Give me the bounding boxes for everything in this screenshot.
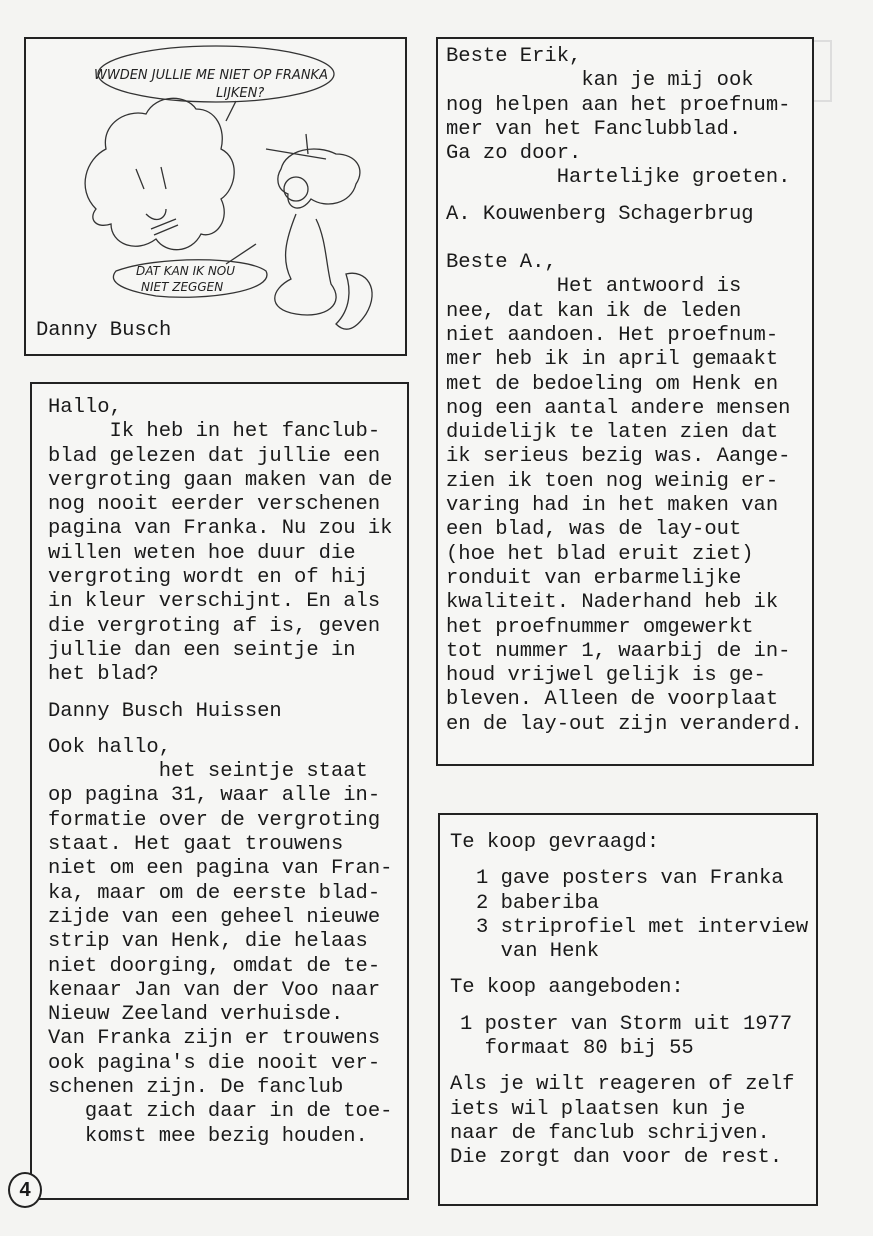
- page-number-circle: [8, 1172, 42, 1208]
- text-line: het blad?: [48, 663, 159, 687]
- text-line: pagina van Franka. Nu zou ik: [48, 517, 393, 541]
- wanted-heading: Te koop gevraagd:: [450, 831, 660, 854]
- text-line: een blad, was de lay-out: [446, 518, 742, 542]
- text-line: van Henk: [476, 940, 600, 964]
- letter-signature: Danny Busch Huissen: [48, 699, 282, 723]
- text-line: duidelijk te laten zien dat: [446, 421, 779, 445]
- text-line: die vergroting af is, geven: [48, 614, 381, 638]
- text-line: staat. Het gaat trouwens: [48, 833, 344, 857]
- text-line: in kleur verschijnt. En als: [48, 590, 381, 614]
- letter-box-right: [436, 37, 814, 766]
- woman-face: [136, 167, 178, 235]
- text-line: iets wil plaatsen kun je: [450, 1097, 746, 1121]
- text-line: jullie dan een seintje in: [48, 638, 356, 662]
- text-line: kenaar Jan van der Voo naar: [48, 978, 381, 1002]
- classifieds-footer: [450, 1073, 816, 1170]
- text-line: ka, maar om de eerste blad-: [48, 881, 381, 905]
- text-line: op pagina 31, waar alle in-: [48, 784, 381, 808]
- text-line: niet aandoen. Het proefnum-: [446, 323, 779, 347]
- text-line: Ga zo door.: [446, 142, 582, 166]
- speech-text-top-1: WWDEN JULLIE ME NIET OP FRANKA: [94, 68, 328, 83]
- text-line: Van Franka zijn er trouwens: [48, 1027, 381, 1051]
- text-line: mer heb ik in april gemaakt: [446, 348, 779, 372]
- text-line: nog nooit eerder verschenen: [48, 493, 381, 517]
- text-line: houd vrijwel gelijk is ge-: [446, 664, 766, 688]
- text-line: blad gelezen dat jullie een: [48, 444, 381, 468]
- text-line: 1 poster van Storm uit 1977: [460, 1012, 793, 1036]
- text-line: het proefnummer omgewerkt: [446, 615, 754, 639]
- cartoon-caption: Danny Busch: [36, 319, 172, 342]
- cartoon-drawing: [26, 39, 404, 353]
- letter-signature: A. Kouwenberg Schagerbrug: [446, 202, 754, 226]
- text-line: Als je wilt reageren of zelf: [450, 1073, 795, 1097]
- text-line: Het antwoord is: [446, 275, 742, 299]
- text-line: zijde van een geheel nieuwe: [48, 905, 381, 929]
- speech-text-bottom-2: NIET ZEGGEN: [141, 280, 224, 294]
- text-line: 2 baberiba: [476, 891, 600, 915]
- text-line: zien ik toen nog weinig er-: [446, 469, 779, 493]
- text-line: komst mee bezig houden.: [48, 1124, 368, 1148]
- text-line: Beste Erik,: [446, 45, 582, 68]
- text-line: mer van het Fanclubblad.: [446, 117, 742, 141]
- text-line: formaat 80 bij 55: [460, 1037, 694, 1061]
- text-line: formatie over de vergroting: [48, 808, 381, 832]
- text-line: varing had in het maken van: [446, 494, 779, 518]
- text-line: strip van Henk, die helaas: [48, 930, 368, 954]
- letter-body: [48, 396, 407, 688]
- man-body: [275, 214, 336, 315]
- text-line: kan je mij ook: [446, 69, 754, 93]
- text-line: bleven. Alleen de voorplaat: [446, 688, 779, 712]
- text-line: kwaliteit. Naderhand heb ik: [446, 591, 779, 615]
- offered-list: [450, 1013, 816, 1062]
- page-number: 4: [19, 1178, 31, 1201]
- letter-box-left: [30, 382, 409, 1200]
- text-line: willen weten hoe duur die: [48, 541, 356, 565]
- text-line: Hallo,: [48, 396, 122, 419]
- text-line: Die zorgt dan voor de rest.: [450, 1146, 783, 1170]
- text-line: Hartelijke groeten.: [446, 166, 791, 190]
- speech-text-top-2: LIJKEN?: [216, 86, 265, 101]
- text-line: nog een aantal andere mensen: [446, 396, 791, 420]
- text-line: gaat zich daar in de toe-: [48, 1100, 393, 1124]
- text-line: nog helpen aan het proefnum-: [446, 93, 791, 117]
- text-line: Beste A.,: [446, 251, 557, 275]
- text-line: het seintje staat: [48, 760, 368, 784]
- man-hand: [336, 273, 372, 329]
- text-line: en de lay-out zijn veranderd.: [446, 712, 803, 736]
- text-line: 1 gave posters van Franka: [476, 867, 784, 891]
- wanted-list: [450, 867, 816, 964]
- text-line: ook pagina's die nooit ver-: [48, 1051, 381, 1075]
- text-line: niet doorging, omdat de te-: [48, 954, 381, 978]
- text-line: (hoe het blad eruit ziet): [446, 542, 754, 566]
- text-line: niet om een pagina van Fran-: [48, 857, 393, 881]
- woman-hair: [85, 98, 234, 249]
- letter-body: [446, 45, 812, 191]
- text-line: nee, dat kan ik de leden: [446, 299, 742, 323]
- speech-text-bottom-1: DAT KAN IK NOU: [136, 264, 236, 278]
- text-line: ronduit van erbarmelijke: [446, 566, 742, 590]
- text-line: naar de fanclub schrijven.: [450, 1121, 770, 1145]
- text-line: vergroting gaan maken van de: [48, 468, 393, 492]
- text-line: tot nummer 1, waarbij de in-: [446, 639, 791, 663]
- cartoon-panel: [24, 37, 407, 356]
- text-line: schenen zijn. De fanclub: [48, 1076, 344, 1100]
- text-line: Ik heb in het fanclub-: [48, 420, 381, 444]
- reply-body: [446, 251, 812, 737]
- text-line: Ook hallo,: [48, 735, 172, 759]
- classifieds-box: [438, 813, 818, 1206]
- text-line: ik serieus bezig was. Aange-: [446, 445, 791, 469]
- text-line: 3 striprofiel met interview: [476, 915, 809, 939]
- text-line: Nieuw Zeeland verhuisde.: [48, 1003, 344, 1027]
- offered-heading: Te koop aangeboden:: [450, 976, 684, 1000]
- reply-body: [48, 736, 407, 1149]
- text-line: met de bedoeling om Henk en: [446, 372, 779, 396]
- text-line: vergroting wordt en of hij: [48, 566, 368, 590]
